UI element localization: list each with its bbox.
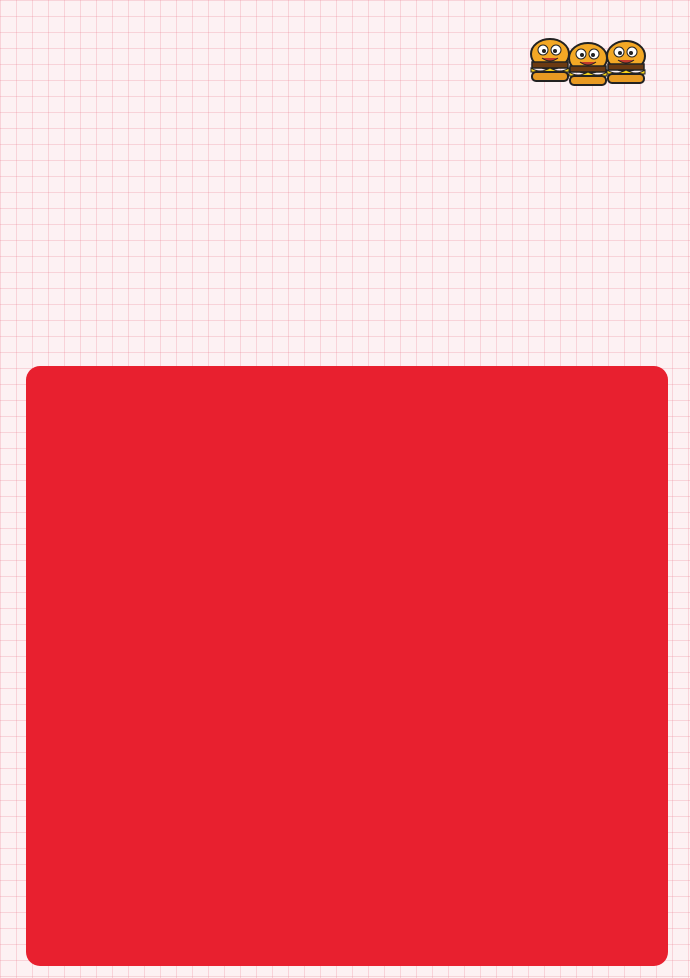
- store-sales-panel: [26, 366, 668, 966]
- burger-mascot-icon: [528, 20, 648, 90]
